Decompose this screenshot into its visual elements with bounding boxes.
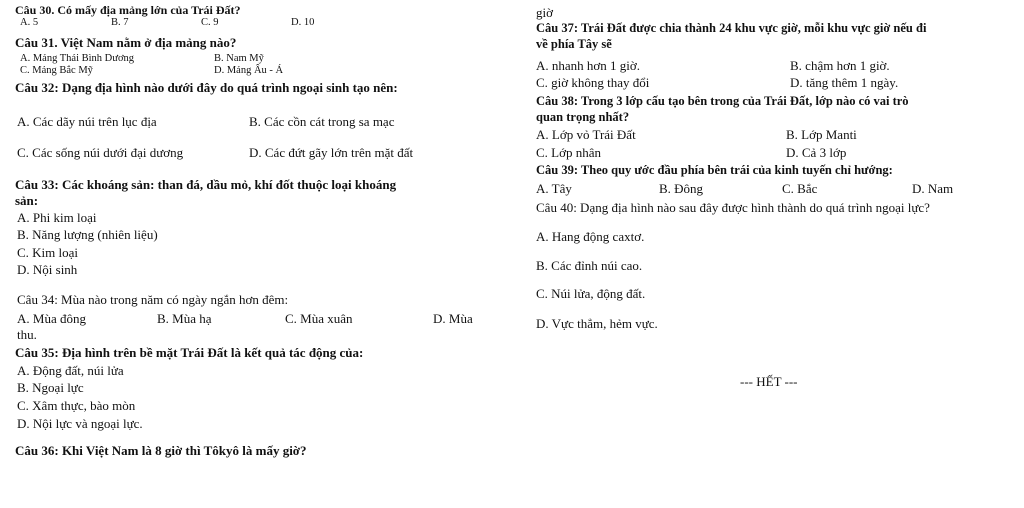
option-d: D. Nội lực và ngoại lực. — [17, 416, 143, 431]
option-a: A. Hang động caxtơ. — [536, 229, 645, 244]
option-b: B. Đông — [659, 181, 704, 196]
option-c: C. Xâm thực, bào mòn — [17, 398, 136, 413]
option-b: B. Các đỉnh núi cao. — [536, 258, 643, 273]
option-d: D. Mùa — [433, 311, 473, 326]
option-a: A. Động đất, núi lửa — [17, 363, 124, 378]
question-title: Câu 36: Khi Việt Nam là 8 giờ thì Tôkyô là mấy giờ? — [15, 443, 307, 458]
question-title-line2: về phía Tây sẽ — [536, 37, 612, 51]
option-b: B. Lớp Manti — [786, 127, 857, 142]
option-b: B. 7 — [111, 17, 129, 28]
option-b: B. Các cồn cát trong sa mạc — [249, 114, 395, 129]
question-title: Câu 32: Dạng địa hình nào dưới đây do quá trình ngoại sinh tạo nên: — [15, 80, 398, 95]
option-a: A. Mảng Thái Bình Dương — [20, 53, 135, 64]
question-title-line2: quan trọng nhất? — [536, 110, 630, 124]
option-b: B. Nam Mỹ — [214, 53, 264, 64]
option-d: D. Cả 3 lớp — [786, 145, 847, 160]
option-a: A. Phi kim loại — [17, 210, 97, 225]
option-d: D. Vực thẳm, hẻm vực. — [536, 316, 658, 331]
option-a: A. nhanh hơn 1 giờ. — [536, 58, 641, 73]
option-d-wrap: thu. — [17, 327, 37, 342]
option-a: A. 5 — [20, 17, 39, 28]
question-title-line1: Câu 37: Trái Đất được chia thành 24 khu vực giờ, mỗi khu vực giờ nếu đi — [536, 21, 927, 35]
question-title-line1: Câu 38: Trong 3 lớp cấu tạo bên trong của Trái Đất, lớp nào có vai trò — [536, 94, 909, 108]
carry-over-text: giờ — [536, 5, 553, 20]
option-a: A. Mùa đông — [17, 311, 86, 326]
option-c: C. giờ không thay đổi — [536, 75, 650, 90]
option-c: C. Mùa xuân — [285, 311, 353, 326]
question-title: Câu 40: Dạng địa hình nào sau đây được hình thành do quá trình ngoại lực? — [536, 200, 930, 215]
option-b: B. Năng lượng (nhiên liệu) — [17, 227, 158, 242]
option-d: D. Các đứt gãy lớn trên mặt đất — [249, 145, 414, 160]
option-d: D. 10 — [291, 17, 315, 28]
option-b: B. Ngoại lực — [17, 380, 84, 395]
option-a: A. Lớp vỏ Trái Đất — [536, 127, 636, 142]
option-a: A. Tây — [536, 181, 572, 196]
option-d: D. Nội sinh — [17, 262, 78, 277]
option-c: C. Kim loại — [17, 245, 79, 260]
option-c: C. Núi lửa, động đất. — [536, 286, 646, 301]
question-title: Câu 39: Theo quy ước đầu phía bên trái của kinh tuyến chỉ hướng: — [536, 163, 893, 177]
option-b: B. chậm hơn 1 giờ. — [790, 58, 890, 73]
option-d: D. Nam — [912, 181, 954, 196]
end-marker: --- HẾT --- — [740, 374, 798, 389]
option-d: D. tăng thêm 1 ngày. — [790, 75, 899, 90]
question-title: Câu 35: Địa hình trên bề mặt Trái Đất là kết quả tác động của: — [15, 345, 364, 360]
option-b: B. Mùa hạ — [157, 311, 212, 326]
option-c: C. Các sống núi dưới đại dương — [17, 145, 184, 160]
option-c: C. 9 — [201, 17, 219, 28]
option-c: C. Lớp nhân — [536, 145, 602, 160]
question-title-line1: Câu 33: Các khoáng sản: than đá, dầu mỏ, khí đốt thuộc loại khoáng — [15, 177, 397, 192]
option-d: D. Mảng Âu - Á — [214, 65, 284, 76]
question-title: Câu 31. Việt Nam nằm ở địa mảng nào? — [15, 35, 237, 50]
question-title-line2: sản: — [15, 193, 39, 208]
option-c: C. Mảng Bắc Mỹ — [20, 65, 93, 76]
question-title: Câu 30. Có mấy địa mảng lớn của Trái Đất? — [15, 3, 241, 17]
question-title: Câu 34: Mùa nào trong năm có ngày ngắn hơn đêm: — [17, 292, 289, 307]
option-a: A. Các dãy núi trên lục địa — [17, 114, 157, 129]
option-c: C. Bắc — [782, 181, 818, 196]
